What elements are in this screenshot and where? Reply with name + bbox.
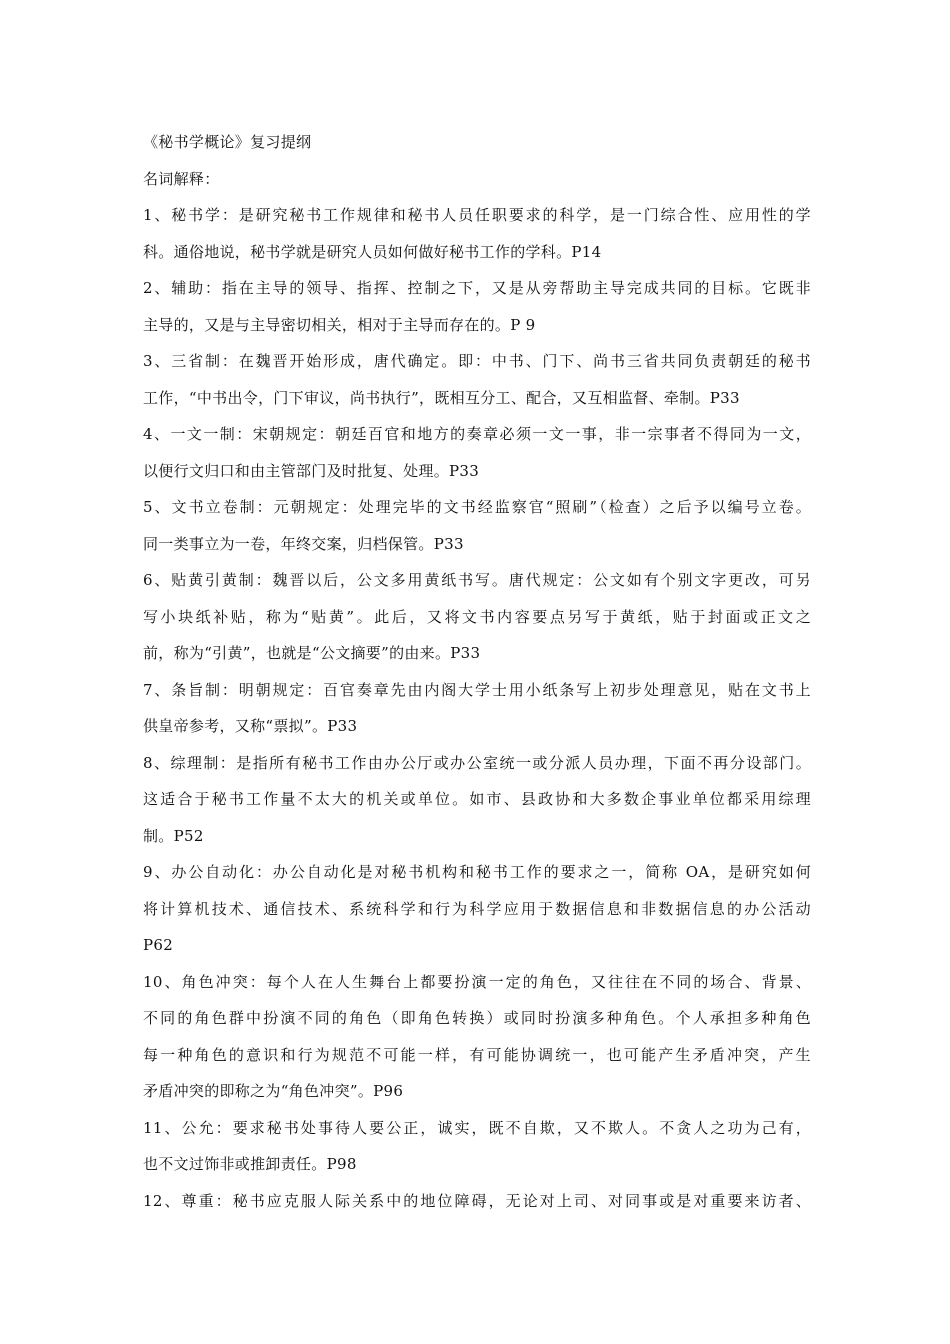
body-line: 2、辅助：指在主导的领导、指挥、控制之下，又是从旁帮助主导完成共同的目标。它既非 <box>143 279 811 297</box>
body-line: 主导的，又是与主导密切相关，相对于主导而存在的。P 9 <box>143 315 536 334</box>
body-line: 这适合于秘书工作量不太大的机关或单位。如市、县政协和大多数企事业单位都采用综理 <box>143 790 811 808</box>
body-line: 3、三省制：在魏晋开始形成，唐代确定。即：中书、门下、尚书三省共同负责朝廷的秘书 <box>143 352 811 370</box>
body-line: 12、尊重：秘书应克服人际关系中的地位障碍，无论对上司、对同事或是对重要来访者、 <box>143 1191 811 1210</box>
body-line: 工作，“中书出令，门下审议，尚书执行”，既相互分工、配合，又互相监督、牵制。P33 <box>143 388 740 407</box>
body-line: 1、秘书学：是研究秘书工作规律和秘书人员任职要求的科学，是一门综合性、应用性的学 <box>143 206 811 224</box>
body-line: 每一种角色的意识和行为规范不可能一样，有可能协调统一，也可能产生矛盾冲突，产生 <box>143 1045 811 1064</box>
body-line: 10、角色冲突：每个人在人生舞台上都要扮演一定的角色，又往往在不同的场合、背景、 <box>143 972 811 991</box>
body-line: 8、综理制：是指所有秘书工作由办公厅或办公室统一或分派人员办理，下面不再分设部门。 <box>143 753 811 772</box>
body-line: 写小块纸补贴，称为“贴黄”。此后，又将文书内容要点另写于黄纸，贴于封面或正文之 <box>143 607 811 626</box>
section-heading: 名词解释： <box>143 169 220 188</box>
body-line: 11、公允：要求秘书处事待人要公正，诚实，既不自欺，又不欺人。不贪人之功为己有， <box>143 1118 811 1137</box>
body-line: 同一类事立为一卷，年终交案，归档保管。P33 <box>143 534 464 553</box>
body-line: 9、办公自动化：办公自动化是对秘书机构和秘书工作的要求之一，简称 OA，是研究如何 <box>143 863 811 881</box>
body-line: 不同的角色群中扮演不同的角色（即角色转换）或同时扮演多种角色。个人承担多种角色 <box>143 1009 811 1027</box>
body-line: 4、一文一制：宋朝规定：朝廷百官和地方的奏章必须一文一事，非一宗事者不得同为一文， <box>143 425 811 443</box>
body-line: 前，称为“引黄”，也就是“公文摘要”的由来。P33 <box>143 644 481 662</box>
document-body <box>143 124 811 1219</box>
body-line: 供皇帝参考，又称“票拟”。P33 <box>143 717 358 735</box>
body-line: 6、贴黄引黄制：魏晋以后，公文多用黄纸书写。唐代规定：公文如有个别文字更改，可另 <box>143 571 811 589</box>
body-line: 制。P52 <box>143 826 204 845</box>
document-title: 《秘书学概论》复习提纲 <box>143 133 312 151</box>
body-line: P62 <box>143 936 174 954</box>
body-line: 科。通俗地说，秘书学就是研究人员如何做好秘书工作的学科。P14 <box>143 242 602 261</box>
body-line: 也不文过饰非或推卸责任。P98 <box>143 1155 357 1173</box>
body-line: 7、条旨制：明朝规定：百官奏章先由内阁大学士用小纸条写上初步处理意见，贴在文书上 <box>143 680 811 699</box>
body-line: 将计算机技术、通信技术、系统科学和行为科学应用于数据信息和非数据信息的办公活动 <box>143 899 811 918</box>
body-line: 5、文书立卷制：元朝规定：处理完毕的文书经监察官“照刷”（检查）之后予以编号立卷。 <box>143 498 811 516</box>
body-line: 矛盾冲突的即称之为“角色冲突”。P96 <box>143 1082 404 1100</box>
body-line: 以便行文归口和由主管部门及时批复、处理。P33 <box>143 461 480 480</box>
